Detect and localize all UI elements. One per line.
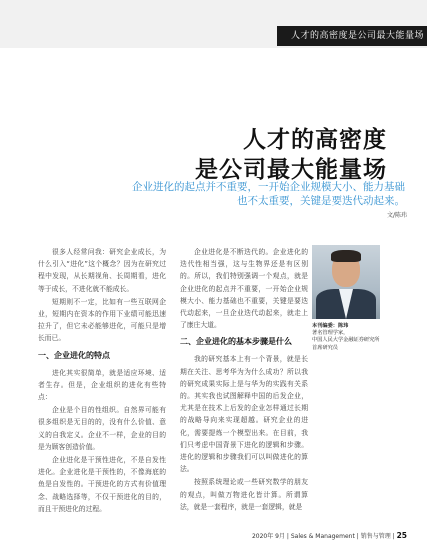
caption-name: 本刊编委：陈玮 [312, 323, 349, 329]
page-number: 25 [396, 531, 407, 540]
paragraph: 企业进化是不断迭代的。企业进化的迭代性相当强，这与生物界还是有区别的。所以，我们特别强调一个观点，就是企业进化的起点并不重要，一开始企业规模大小、能力基础也不重要，关键是要迭代动起来，一旦企业迭代动起来，就走上了康庄大道。 [180, 248, 308, 330]
paragraph: 进化其实很简单，就是适应环境、适者生存。但是，企业组织的进化有些特点： [38, 368, 166, 402]
title-line-2: 是公司最大能量场 [195, 157, 387, 183]
body-column-2 [180, 246, 308, 514]
paragraph: 企业进化是干预性进化，不是自发性进化。企业进化是干预性的，不像海底的鱼是自发性的。干预进化的方式有价值理念、战略选择等，不仅干预进化的目的，而且干预进化的过程。 [38, 456, 166, 513]
article-subtitle [132, 180, 405, 208]
paragraph: 企业是个目的性组织。自然界可能有很多组织是无目的的，没有什么价值、意义的自我定义。企业不一样，企业的目的是为顾客创造价值。 [38, 406, 166, 451]
title-line-1: 人才的高密度 [243, 127, 387, 153]
header-bar [0, 0, 427, 48]
caption-line: 著名管理学家， [312, 330, 349, 337]
author-caption [312, 323, 380, 352]
page-footer: 2020年 9月 | Sales & Management | 销售与管理 | 25 [251, 531, 407, 540]
caption-line: 中国人民大学金融证券研究所 [312, 337, 380, 344]
footer-date: 2020年 9月 [251, 533, 285, 540]
paragraph: 短期则不一定，比如有一些互联网企业，短期内在资本的作用下业绩可能迅速拉升了，但它未必能够进化，可能只是增长而已。 [38, 297, 166, 343]
paragraph: 按照系统理论或一些研究数学的朋友的观点，叫做万物进化皆计算。所谓算法，就是一套程序，就是一套逻辑，就是 [180, 478, 308, 511]
caption-line: 首席研究员 [312, 344, 338, 351]
paragraph: 很多人经常问我：研究企业成长，为什么引入“进化”这个概念？因为在研究过程中发现，从长期视角、长周期看，进化等于成长，不进化就不能成长。 [38, 248, 166, 293]
section-heading-1: 一、企业进化的特点 [38, 350, 110, 360]
author-profile [312, 245, 380, 352]
author-byline: 文/陈玮 [386, 212, 407, 219]
subtitle-line-2: 也不太重要，关键是要迭代动起来。 [237, 195, 405, 207]
author-photo [312, 245, 380, 319]
subtitle-line-1: 企业进化的起点并不重要，一开始企业规模大小、能力基础 [132, 181, 405, 193]
footer-magazine-en: Sales & Management [290, 533, 355, 540]
body-column-1 [38, 246, 166, 516]
section-heading-2: 二、企业进化的基本步骤是什么 [180, 337, 292, 347]
footer-magazine-cn: 销售与管理 [360, 533, 391, 540]
article-title [195, 125, 387, 185]
paragraph: 我的研究基本上有一个背景，就是长期在关注、思考华为为什么成功？所以我的研究成果实际上是与华为的实践有关系的。其实我也试图解释中国的后发企业，尤其是在技术上后发的企业怎样通过长期的战略导向来实现超越。研究企业的进化，需要提炼一个模型出来。在目前，我们只考虑中国背景下进化的逻辑和步骤。进化的逻辑和步骤我们可以叫做进化的算法。 [180, 355, 308, 474]
section-title-tab: 人才的高密度是公司最大能量场 [277, 26, 427, 46]
